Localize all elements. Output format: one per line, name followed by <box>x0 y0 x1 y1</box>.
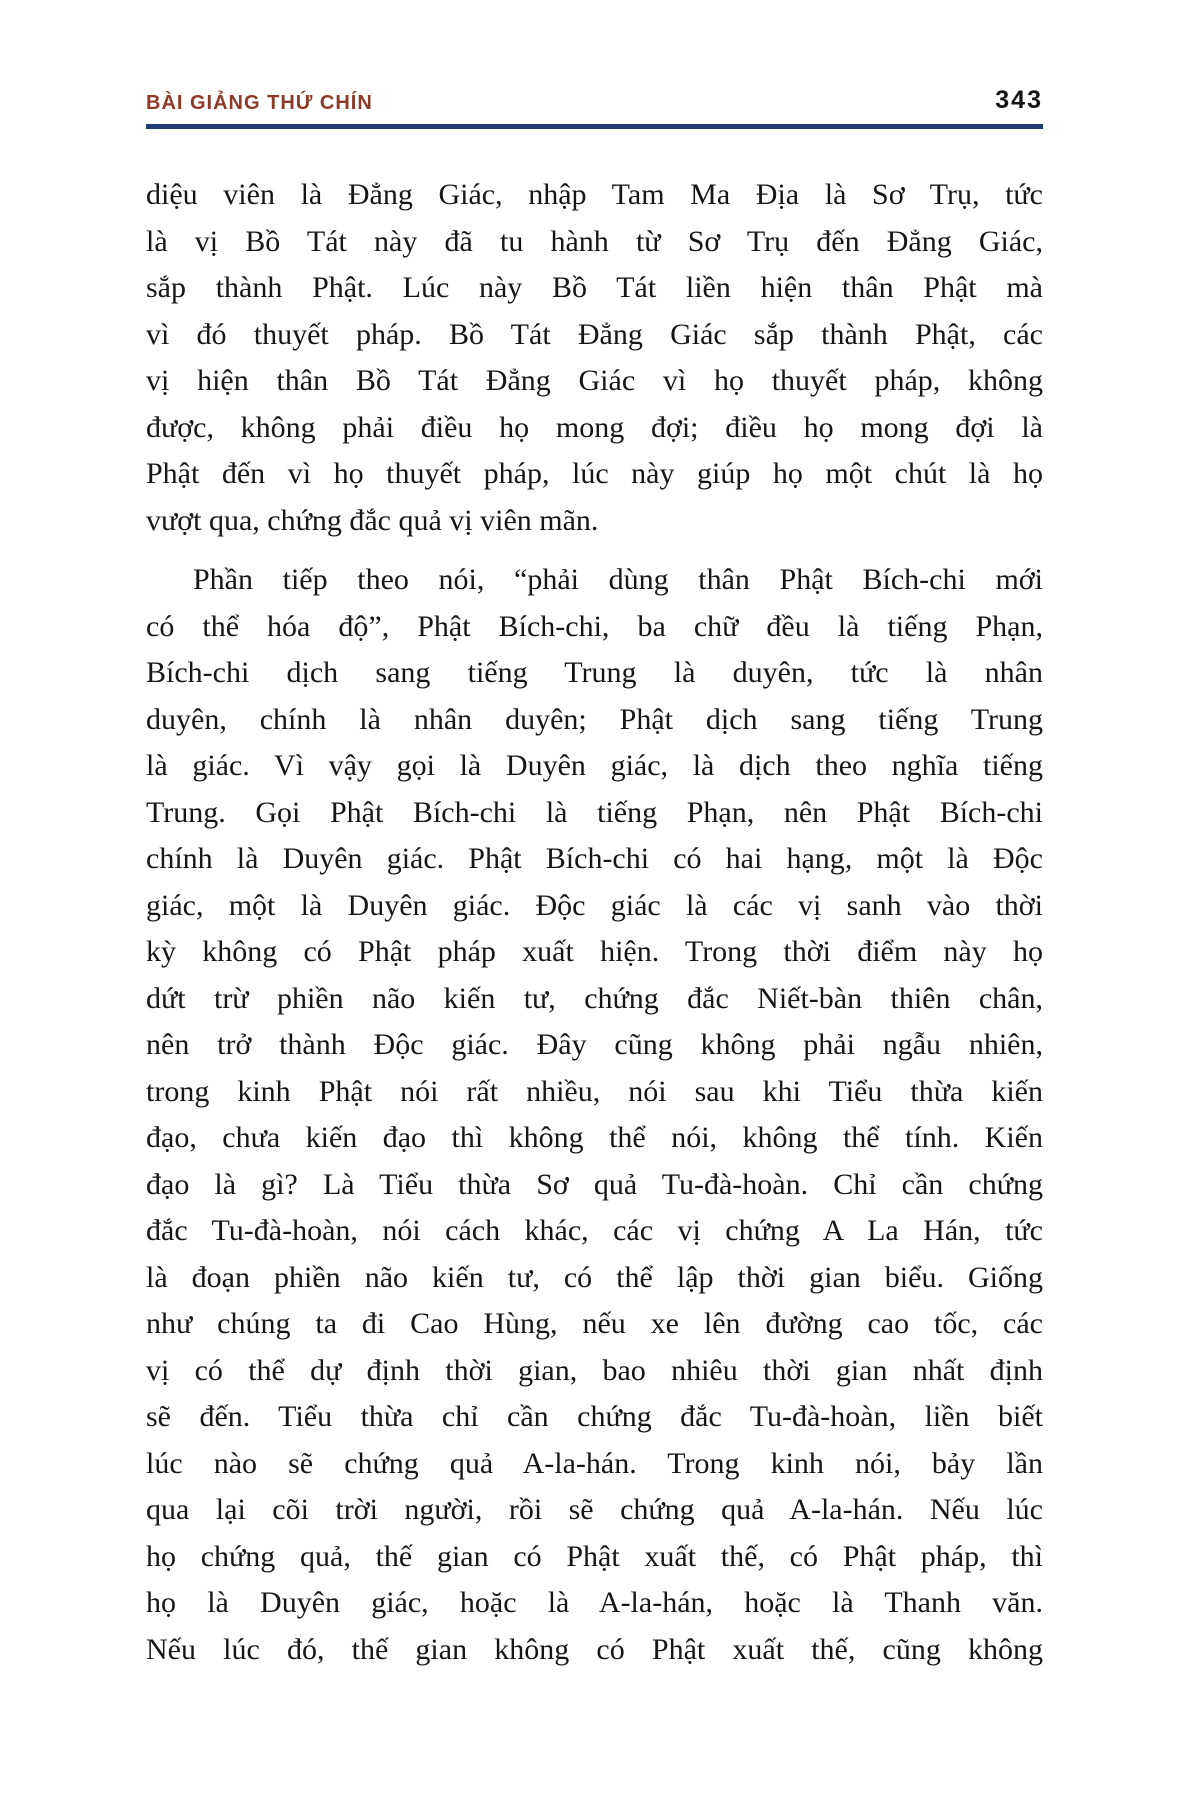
text-line: chính là Duyên giác. Phật Bích-chi có hai hạng, một là Độc <box>146 842 1043 875</box>
text-line: họ là Duyên giác, hoặc là A-la-hán, hoặc là Thanh văn. <box>146 1586 1043 1619</box>
text-line: sắp thành Phật. Lúc này Bồ Tát liền hiện thân Phật mà <box>146 271 1043 304</box>
text-line: họ chứng quả, thế gian có Phật xuất thế, có Phật pháp, thì <box>146 1539 1043 1573</box>
text-line: như chúng ta đi Cao Hùng, nếu xe lên đường cao tốc, các <box>146 1307 1043 1340</box>
text-line: Bích-chi dịch sang tiếng Trung là duyên, tức là nhân <box>146 656 1043 689</box>
text-line: vì đó thuyết pháp. Bồ Tát Đẳng Giác sắp thành Phật, các <box>146 317 1043 351</box>
text-line: qua lại cõi trời người, rồi sẽ chứng quả A-la-hán. Nếu lúc <box>146 1493 1043 1526</box>
text-line: duyên, chính là nhân duyên; Phật dịch sang tiếng Trung <box>146 702 1043 736</box>
text-line: lúc nào sẽ chứng quả A-la-hán. Trong kinh nói, bảy lần <box>146 1446 1043 1480</box>
text-line: Trung. Gọi Phật Bích-chi là tiếng Phạn, nên Phật Bích-chi <box>146 795 1043 829</box>
running-title: BÀI GIẢNG THỨ CHÍN <box>146 92 373 114</box>
paragraph <box>146 172 1043 544</box>
text-line: nên trở thành Độc giác. Đây cũng không phải ngẫu nhiên, <box>146 1028 1043 1061</box>
text-line: được, không phải điều họ mong đợi; điều họ mong đợi là <box>146 410 1043 444</box>
text-line: có thể hóa độ”, Phật Bích-chi, ba chữ đều là tiếng Phạn, <box>146 609 1043 643</box>
text-line: diệu viên là Đẳng Giác, nhập Tam Ma Địa là Sơ Trụ, tức <box>146 178 1043 211</box>
text-line: đắc Tu-đà-hoàn, nói cách khác, các vị chứng A La Hán, tức <box>146 1214 1043 1247</box>
text-line: là vị Bồ Tát này đã tu hành từ Sơ Trụ đến Đẳng Giác, <box>146 224 1043 258</box>
text-line: sẽ đến. Tiểu thừa chỉ cần chứng đắc Tu-đà-hoàn, liền biết <box>146 1400 1043 1433</box>
text-line: Phần tiếp theo nói, “phải dùng thân Phật Bích-chi mới <box>193 563 1043 596</box>
text-line: đạo là gì? Là Tiểu thừa Sơ quả Tu-đà-hoàn. Chỉ cần chứng <box>146 1167 1043 1201</box>
page-header <box>146 86 1043 129</box>
text-line: vị hiện thân Bồ Tát Đẳng Giác vì họ thuyết pháp, không <box>146 364 1043 397</box>
text-line: dứt trừ phiền não kiến tư, chứng đắc Niết-bàn thiên chân, <box>146 981 1043 1015</box>
text-line: kỳ không có Phật pháp xuất hiện. Trong thời điểm này họ <box>146 935 1043 968</box>
text-line: đạo, chưa kiến đạo thì không thể nói, không thể tính. Kiến <box>146 1121 1043 1154</box>
body-text <box>146 172 1043 1673</box>
text-line: trong kinh Phật nói rất nhiều, nói sau khi Tiểu thừa kiến <box>146 1074 1043 1108</box>
paragraph <box>146 557 1043 1673</box>
text-line: Phật đến vì họ thuyết pháp, lúc này giúp họ một chút là họ <box>146 457 1043 490</box>
text-line: Nếu lúc đó, thế gian không có Phật xuất thế, cũng không <box>146 1632 1043 1666</box>
page-number: 343 <box>995 86 1043 114</box>
text-line: giác, một là Duyên giác. Độc giác là các vị sanh vào thời <box>146 888 1043 922</box>
text-line: vị có thể dự định thời gian, bao nhiêu thời gian nhất định <box>146 1353 1043 1387</box>
text-line: vượt qua, chứng đắc quả vị viên mãn. <box>146 503 599 537</box>
text-line: là giác. Vì vậy gọi là Duyên giác, là dịch theo nghĩa tiếng <box>146 749 1043 782</box>
text-line: là đoạn phiền não kiến tư, có thể lập thời gian biểu. Giống <box>146 1260 1043 1294</box>
